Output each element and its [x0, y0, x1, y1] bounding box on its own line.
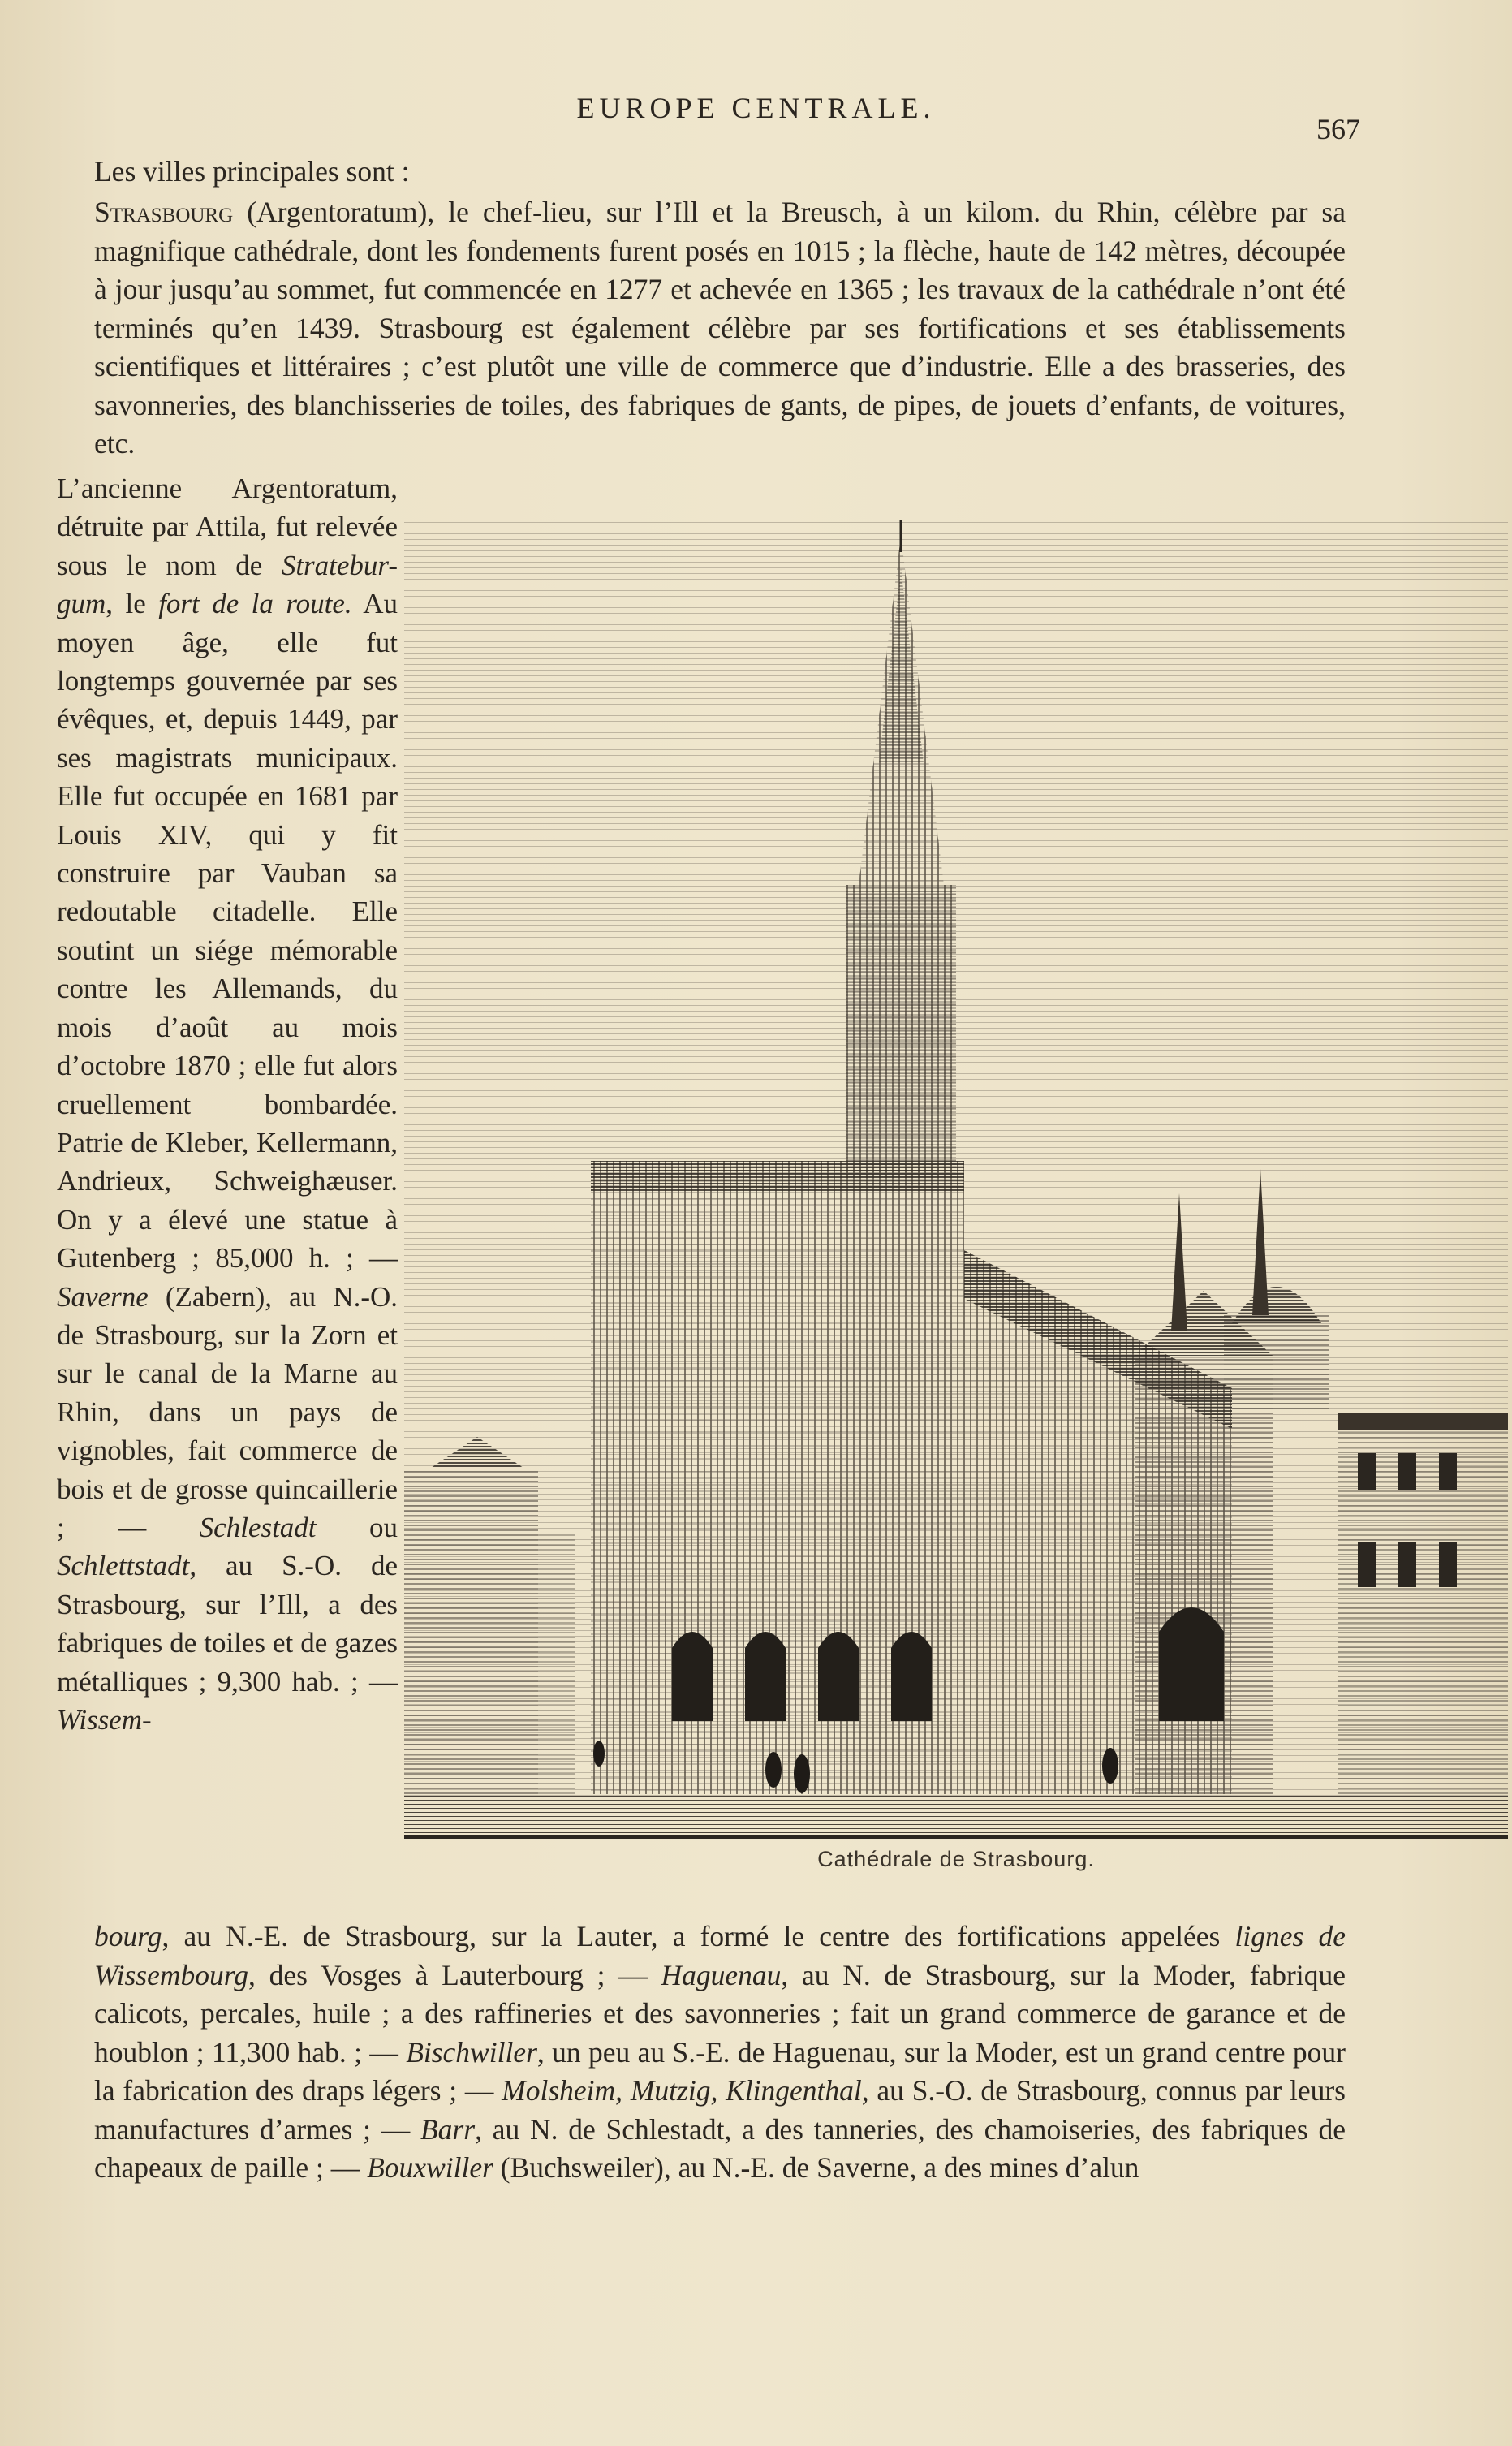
col-text-a: L’ancienne Argentoratum, détruite par Attila, fut relevée sous le nom de — [57, 472, 398, 581]
paragraph-strasbourg-text: (Argentoratum), le chef-lieu, sur l’Ill et la Breusch, à un kilom. du Rhin, célèbre par sa magnifique cathédrale, dont les fondements furent posés en 1015 ; la flèche, haute de 142 mètres, découpée à jour jusqu’au sommet, fut commencée en 1277 et achevée en 1365 ; les travaux de la cathédrale n’ont été terminés qu’en 1439. Strasbourg est également célèbre par ses fortifications et ses établissements scientifiques et littéraires ; c’est plutôt une ville de commerce que d’industrie. Elle a des brasseries, des savonneries, des blanchisseries de toiles, des fabriques de gants, de pipes, de jouets d’enfants, de voitures, etc. — [94, 196, 1346, 459]
city-name-bischwiller: Bischwiller — [406, 2035, 537, 2069]
bottom-text-5: , au S.-O. de Strasbourg, connus par leurs manufactures d’armes ; — — [94, 2074, 1346, 2146]
city-name-schlestadt: Schlestadt — [199, 1511, 317, 1543]
bottom-text-7: (Buchsweiler), au N.-E. de Saverne, a des mines d’alun — [493, 2151, 1139, 2184]
col-stratebur: Stratebur-gum — [57, 549, 398, 620]
bottom-text-3: , au N. de Strasbourg, sur la Moder, fabrique calicots, percales, huile ; a des raffineries et des savonneries ; fait un grand commerce de garance et de houblon ; 11,300 hab. ; — — [94, 1958, 1346, 2069]
cathedral-engraving — [404, 520, 1508, 1839]
city-name-bouxwiller: Bouxwiller — [367, 2151, 493, 2184]
page-number: 567 — [1316, 113, 1360, 145]
paragraph-strasbourg — [94, 193, 1346, 464]
col-fort-route: fort de la route. — [158, 588, 352, 620]
col-text-a2: , le — [106, 588, 159, 620]
city-name-strasbourg: Strasbourg — [94, 196, 234, 228]
col-text-c: (Zabern), au N.-O. de Strasbourg, sur la Zorn et sur le canal de la Marne au Rhin, dans un pays de vignobles, fait commerce de bois et de grosse quincaillerie ; — — [57, 1280, 398, 1543]
bottom-text-4: , un peu au S.-E. de Haguenau, sur la Moder, est un grand centre pour la fabrication des draps légers ; — — [94, 2035, 1346, 2107]
col-text-b: Au moyen âge, elle fut longtemps gouvernée par ses évêques, et, depuis 1449, par ses magistrats municipaux. Elle fut occupée en 1681 par Louis XIV, qui y fit construire par Vauban sa redoutable citadelle. Elle soutint un siége mémorable contre les Allemands, du mois d’août au mois d’octobre 1870 ; elle fut alors cruellement bombardée. Patrie de Kleber, Kellermann, Andrieux, Schweighæuser. On y a élevé une statue à Gutenberg ; 85,000 h. ; — — [57, 588, 398, 1275]
city-name-saverne: Saverne — [57, 1280, 149, 1313]
lignes-de-wissembourg: lignes de Wissembourg — [94, 1920, 1346, 1991]
running-head: EUROPE CENTRALE. — [576, 92, 936, 124]
city-name-haguenau: Haguenau — [661, 1958, 782, 1991]
bottom-text-2: , des Vosges à Lauterbourg ; — — [248, 1958, 661, 1991]
city-names-molsheim-mutzig-klingenthal: Molsheim, Mutzig, Klingenthal — [502, 2074, 862, 2107]
side-column-text — [57, 469, 398, 1739]
city-name-schlettstadt: Schlettstadt — [57, 1550, 190, 1582]
city-name-barr: Barr — [420, 2112, 476, 2146]
col-text-e: , au S.-O. de Strasbourg, sur l’Ill, a des fabriques de toiles et de gazes métalliques ; 9,300 hab. ; — — [57, 1550, 398, 1698]
intro-line: Les villes principales sont : — [94, 155, 410, 188]
bottom-text-1: , au N.-E. de Strasbourg, sur la Lauter, a formé le centre des fortifications appelées — [162, 1920, 1235, 1952]
figure-caption: Cathédrale de Strasbourg. — [817, 1847, 1095, 1871]
paragraph-bottom — [94, 1918, 1346, 2188]
city-name-wissembourg-cont: bourg — [94, 1920, 162, 1952]
col-text-d: ou — [316, 1511, 398, 1543]
city-name-wissembourg: Wissem- — [57, 1704, 152, 1736]
bottom-text-6: , au N. de Schlestadt, a des tanneries, des chamoiseries, des fabriques de chapeaux de paille ; — — [94, 2112, 1346, 2184]
